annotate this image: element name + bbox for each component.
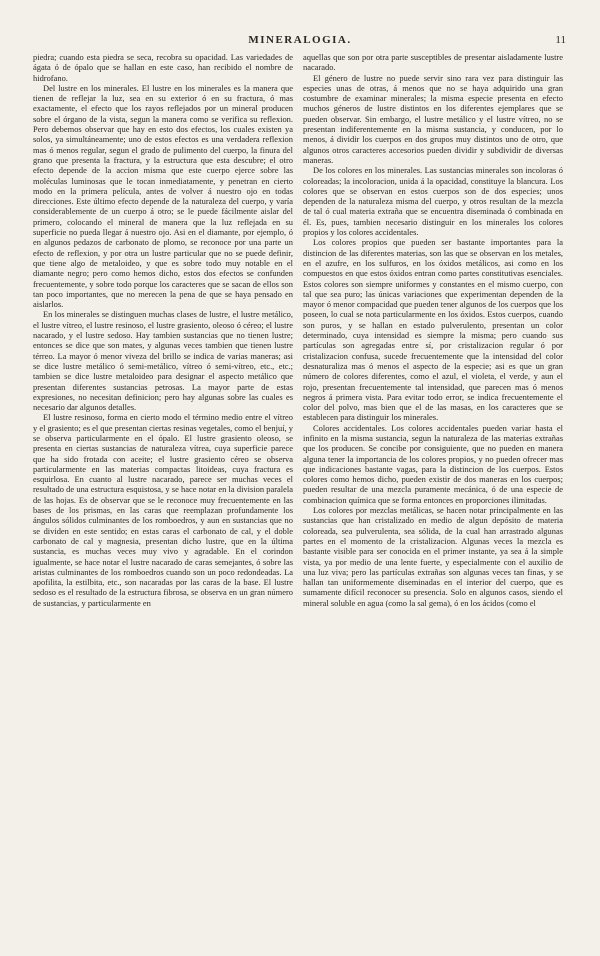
right-column <box>303 52 563 608</box>
page-title: MINERALOGIA. <box>248 34 352 46</box>
page-number: 11 <box>555 34 566 46</box>
paragraph: Los colores propios que pueden ser bastante importantes para la distincion de las diferentes materias, son las que se observan en los metales, en el azufre, en los sulfuros, en los óxidos metálicos, asi como en los compuestos en que estos óxidos entran como partes constitutivas esenciales. Estos colores son siempre uniformes y constantes en el mismo cuerpo, con tal que sea puro; las únicas variaciones que experimentan dependen de la mayor ó menor compacidad que pueden tener algunos de los cuerpos que los poseen, lo cual se nota particularmente en los óxidos. Estos cuerpos, cuando son puros, y se hallan en estado pulverulento, presentan un color determinado, cuya intensidad es siempre la misma; pero cuando sus partículas son agregadas entre sí, por cristalizacion regular ó por cristalizacion confusa, sucede frecuentemente que la intensidad del color desnaturaliza mas ó menos el aspecto de la especie; asi es que un gran número de colores diferentes, como el azul, el violeta, el verde, y aun el rojo, presentan frecuentemente tal intensidad, que parecen mas ó menos negros á primera vista. Para evitar todo error, se indica frecuentemente el color del polvo, mas bien que el de las masas, en los caracteres que se establecen para distinguir los minerales. <box>303 237 563 423</box>
paragraph: Los colores por mezclas metálicas, se hacen notar principalmente en las sustancias que han cristalizado en medio de algun depósito de materia coloreada, sea pulverulenta, sea sólida, de la cual han arrastrado algunas partes en el momento de la cristalizacion. Algunas veces la mezcla es bastante visible para ser conocida en el primer instante, ya sea á la simple vista, ya por medio de una lente fuerte, y especialmente con el auxilio de una luz viva; pero las partículas extrañas son algunas veces tan finas, y se hallan tan uniformemente diseminadas en el interior del cuerpo, que es sumamente difícil reconocer su presencia. Solo en algunos casos, siendo el mineral soluble en agua (como la sal gema), ó en los ácidos (como el <box>303 505 563 608</box>
paragraph: aquellas que son por otra parte susceptibles de presentar aisladamente lustre nacarado. <box>303 52 563 73</box>
paragraph: Del lustre en los minerales. El lustre en los minerales es la manera que tienen de reflejar la luz, sea en su exterior ó en su fractura, ó mas exactamente, el efecto que los rayos reflejados por un mineral producen sobre el órgano de la vista, segun la manera como se verifica su reflexion. Pero debemos observar que hay en esto dos efectos, los cuales existen ya solos, ya simultáneamente; uno de estos efectos es una verdadera reflexion mas ó menos regular, segun el grado de pulimento del cuerpo, la finura del grano que presenta la fractura, y la estructura que esta descubre; el otro efecto depende de la accion misma que este cuerpo ejerce sobre las moléculas luminosas que le tocan inmediatamente, y penetran en cierto modo en la primera película, antes de volver á nuestro ojo en todas direcciones. Este último efecto depende de la naturaleza del cuerpo, y varía considerablemente de un cuerpo á otro; se le puede fácilmente aislar del primero, colocando el mineral de manera que la luz reflejada en su superficie no pueda llegar á nuestro ojo. Asi en el diamante, por ejemplo, ó en algunos pedazos de carbonato de plomo, se reconoce por una parte un efecto de reflexion, y por otra un lustre particular que no se puede definir, que tiene algo de metaloideo, y que es sobre todo muy notable en el diamante negro; pero como hemos dicho, estos dos efectos se confunden frecuentemente, y sobre todo porque los caracteres que se sacan de ellos son tan poco importantes, que no merecen la pena de que se haya pensado en aislarlos. <box>33 82 293 310</box>
running-header <box>30 34 570 50</box>
paragraph: El lustre resinoso, forma en cierto modo el término medio entre el vítreo y el grasiento; es el que presentan ciertas resinas vegetales, como el benjuí, y se observa particularmente en el ópalo. El lustre grasiento oleoso, se presenta en ciertas sustancias de naturaleza vítrea, cuya superficie parece que ha sido frotada con aceite; el lustre grasiento céreo se observa particularmente en las materias compactas litoideas, cuya fractura es esquirlosa. En cuanto al lustre nacarado, parece ser muchas veces el resultado de una estructura esquistosa, y se hace notar en la division paralela de las hojas. Es de observar que se le reconoce muy frecuentemente en las bases de los prismas, en las caras que reemplazan profundamente los ángulos sólidos culminantes de los romboedros, y aun en sustancias que no se dividen en este sentido; en estas caras el carbonato de cal, y el doble carbonato de cal y magnesia, presentan dicho lustre, que en la última sustancia, es muchas veces muy vivo y agradable. En el corindon igualmente, se hace notar el lustre nacarado de caras semejantes, ó sobre las aristas culminantes de los romboedros cuando son un poco redondeadas. La apofilita, la estilbita, etc., son nacaradas por las caras de la base. El lustre sedoso es el resultado de la estructura fibrosa, se observa en un gran número de sustancias, y particularmente en <box>33 412 293 608</box>
paragraph: Colores accidentales. Los colores accidentales pueden variar hasta el infinito en la misma sustancia, segun la naturaleza de las materias extrañas que los producen. Se concibe por consiguiente, que no pueden en manera alguna tener la importancia de los colores propios, y no pueden ofrecer mas que indicaciones bastante vagas, para la distincion de los cuerpos. Estos colores como hemos dicho, pueden existir de dos maneras en los cuerpos; pueden resultar de una mezcla puramente mecánica, ó de una especie de combinacion química que se forma entonces en proporciones ilimitadas. <box>303 422 563 505</box>
paragraph: piedra; cuando esta piedra se seca, recobra su opacidad. Las variedades de ágata ó de ópalo que se hallan en este caso, han recibido el nombre de hidrofano. <box>33 52 293 83</box>
paragraph: En los minerales se distinguen muchas clases de lustre, el lustre metálico, el lustre vítreo, el lustre resinoso, el lustre grasiento, oleoso ó céreo; el lustre nacarado, y el lustre sedoso. Hay tambien sustancias que no tienen lustre; entonces se dice que son mates, y algunas veces tambien que tienen lustre térreo. La mayor ó menor viveza del brillo se indica de varias maneras; asi se dice lustre metálico ó semi-metálico, vítreo ó semi-vítreo, etc., etc.; tambien se dice lustre metaloideo para designar el aspecto metálico que presentan diferentes sustancias petrosas. La mayor parte de estas expresiones, no necesitan definicion; pero hay algunas sobre las cuales es necesario dar algunos detalles. <box>33 309 293 413</box>
paragraph: De los colores en los minerales. Las sustancias minerales son incoloras ó coloreadas; la incoloracion, unida á la opacidad, constituye la blancura. Los colores que se observan en estos cuerpos son de dos especies; unos dependen de la naturaleza misma del cuerpo, y otros resultan de la mezcla de tal ó cual materia extraña que se encuentra diseminada ó combinada en él. Es, pues, tambien necesario distinguir en los minerales los colores propios y los colores accidentales. <box>303 165 563 238</box>
paragraph: El género de lustre no puede servir sino rara vez para distinguir las especies unas de otras, á menos que no se haya adquirido una gran costumbre de examinar minerales; la misma especie presenta en efecto muchos géneros de lustre distintos en los diferentes ejemplares que se pueden observar. Sin embargo, el lustre metálico y el lustre vítreo, no se presentan indiferentemente en la misma sustancia, y conducen, por lo menos, á dividir los cuerpos en dos grupos muy distintos uno de otro, que algunos otros caracteres accesorios pueden dividir y subdividir de diversas maneras. <box>303 72 563 165</box>
left-column <box>33 52 293 608</box>
